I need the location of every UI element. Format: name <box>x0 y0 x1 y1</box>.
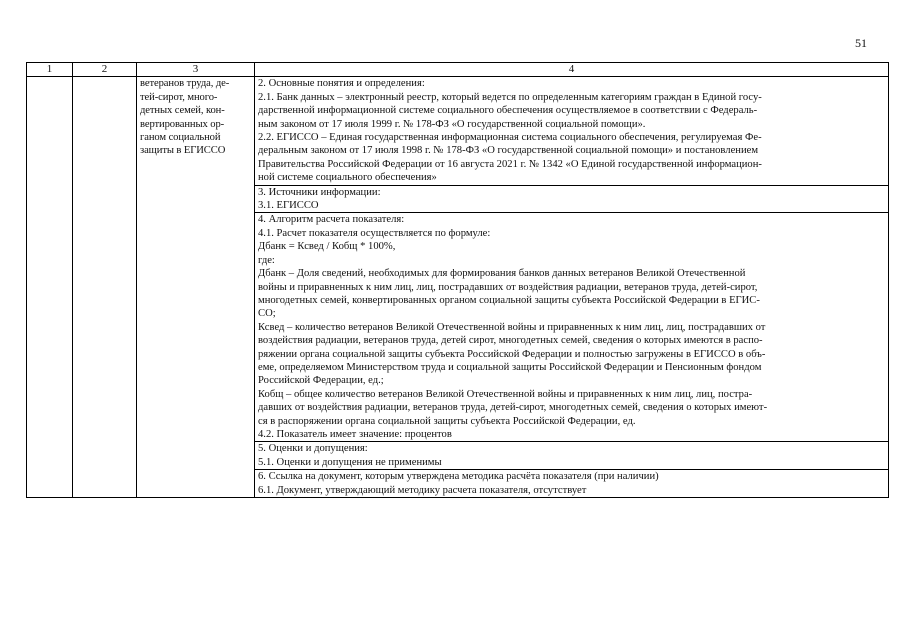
indicator-table <box>26 62 889 498</box>
text-line: 3. Источники информации: <box>258 186 381 198</box>
text-line: Российской Федерации, ед.; <box>258 375 384 387</box>
text-line: 5. Оценки и допущения: <box>258 443 368 455</box>
text-line: ным законом от 17 июля 1999 г. № 178-ФЗ «О государственной социальной помощи». <box>258 118 646 130</box>
header-col-3: 3 <box>137 63 255 77</box>
text-line: давших от воздействия радиации, ветеранов труда, детей-сирот, многодетных семей, сведения о которых имеют- <box>258 402 768 414</box>
text-line: войны и приравненных к ним лиц, лиц, пострадавших от воздействия радиации, ветеранов труда, детей-сирот, <box>258 281 758 293</box>
text-line: дарственной информационной системе социального обеспечения осуществляемое в соответствии с Федераль- <box>258 105 758 117</box>
page-number: 51 <box>855 36 867 50</box>
text-line: где: <box>258 254 275 266</box>
cell-col-2 <box>73 77 137 498</box>
text-line: 3.1. ЕГИССО <box>258 200 319 212</box>
table-row <box>27 77 889 185</box>
col3-line: детных семей, кон- <box>140 105 225 117</box>
text-line: 2.2. ЕГИССО – Единая государственная информационная система социального обеспечения, регулируемая Фе- <box>258 132 762 144</box>
text-line: Дбанк – Доля сведений, необходимых для формирования банков данных ветеранов Великой Отечественной <box>258 268 746 280</box>
text-line: 2. Основные понятия и определения: <box>258 78 425 90</box>
text-line: 4. Алгоритм расчета показателя: <box>258 214 405 226</box>
text-line: СО; <box>258 308 276 320</box>
col3-line: ветеранов труда, де- <box>140 78 230 90</box>
section-algorithm <box>255 213 889 442</box>
text-line: ряжении органа социальной защиты субъекта Российской Федерации и полностью загружены в ЕГИССО в объ- <box>258 348 766 360</box>
col3-line: вертированных ор- <box>140 118 225 130</box>
text-line: ной системе социального обеспечения» <box>258 172 437 184</box>
col3-line: ганом социальной <box>140 132 221 144</box>
section-assumptions <box>255 442 889 470</box>
text-line: деральным законом от 17 июля 1998 г. № 178-ФЗ «О государственной социальной помощи» и постановлением <box>258 145 759 157</box>
text-line: Правительства Российской Федерации от 16 августа 2021 г. № 1342 «О Единой государственной информацион- <box>258 158 762 170</box>
text-line: 6.1. Документ, утверждающий методику расчета показателя, отсутствует <box>258 484 587 496</box>
section-definitions <box>255 77 889 185</box>
text-line: воздействия радиации, ветеранов труда, детей сирот, многодетных семей, сведения о которых имеются в распо- <box>258 335 763 347</box>
col3-line: тей-сирот, много- <box>140 91 218 103</box>
text-line: Кобщ – общее количество ветеранов Великой Отечественной войны и приравненных к ним лиц, лиц, постра- <box>258 388 753 400</box>
header-col-1: 1 <box>27 63 73 77</box>
text-line: 2.1. Банк данных – электронный реестр, который ведется по определенным категориям граждан в Единой госу- <box>258 91 762 103</box>
text-line: еме, определяемом Министерством труда и социальной защиты Российской Федерации и Пенсионным фондом <box>258 361 762 373</box>
header-col-2: 2 <box>73 63 137 77</box>
text-line: многодетных семей, конвертированных органом социальной защиты субъекта Российской Федерации в ЕГИС- <box>258 294 760 306</box>
text-line: 5.1. Оценки и допущения не применимы <box>258 456 442 468</box>
header-col-4: 4 <box>255 63 889 77</box>
cell-col-3 <box>137 77 255 498</box>
text-line: 4.1. Расчет показателя осуществляется по формуле: <box>258 227 491 239</box>
section-sources <box>255 185 889 213</box>
text-line: Ксвед – количество ветеранов Великой Отечественной войны и приравненных к ним лиц, лиц, пострадавших от <box>258 321 766 333</box>
cell-col-1 <box>27 77 73 498</box>
text-line: 4.2. Показатель имеет значение: процентов <box>258 428 452 440</box>
header-row <box>27 63 889 77</box>
col3-line: защиты в ЕГИССО <box>140 145 226 157</box>
text-line: ся в распоряжении органа социальной защиты субъекта Российской Федерации, ед. <box>258 415 636 427</box>
section-document-reference <box>255 470 889 498</box>
formula: Дбанк = Ксвед / Кобщ * 100%, <box>258 241 396 253</box>
text-line: 6. Ссылка на документ, которым утверждена методика расчёта показателя (при наличии) <box>258 471 659 483</box>
